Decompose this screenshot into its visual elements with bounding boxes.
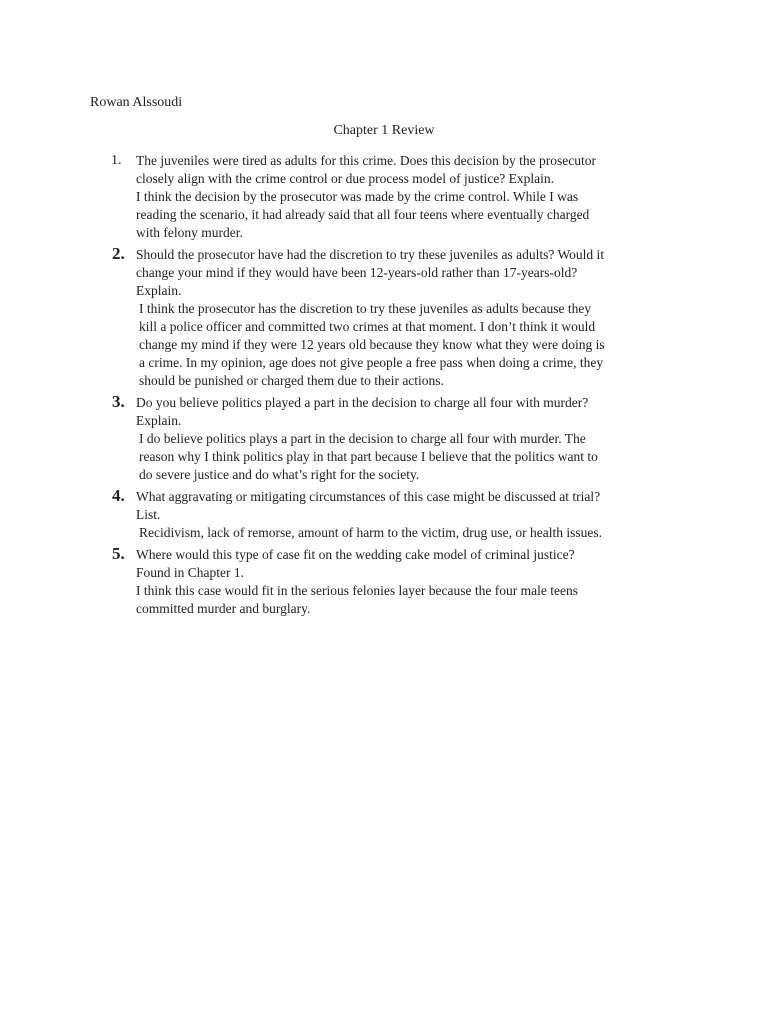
answer-text: I think this case would fit in the serious felonies layer because the four male teens committed murder and burglary. — [136, 583, 578, 616]
question-text: What aggravating or mitigating circumstances of this case might be discussed at trial? List. — [136, 489, 601, 522]
question-list — [111, 152, 681, 622]
question-text: Should the prosecutor have had the discretion to try these juveniles as adults? Would it change your mind if they would have been 12-years-old rather than 17-years-old? Explain. — [136, 247, 605, 298]
question-item-5 — [111, 546, 681, 618]
question-item-2 — [111, 246, 681, 390]
question-item-4 — [111, 488, 681, 542]
question-item-1 — [111, 152, 681, 242]
question-item-3 — [111, 394, 681, 484]
question-number: 5. — [112, 544, 125, 563]
question-number: 1. — [111, 153, 122, 168]
document-title: Chapter 1 Review — [333, 123, 435, 138]
question-text: Where would this type of case fit on the wedding cake model of criminal justice? Found in Chapter 1. — [136, 547, 575, 580]
answer-text: I do believe politics plays a part in the decision to charge all four with murder. The reason why I think politics play in that part because I believe that the politics want to do severe justice and do what’s right for the society. — [139, 431, 598, 482]
question-text: The juveniles were tired as adults for this crime. Does this decision by the prosecutor closely align with the crime control or due process model of justice? Explain. — [136, 153, 597, 186]
question-text: Do you believe politics played a part in the decision to charge all four with murder? Explain. — [136, 395, 589, 428]
answer-text: Recidivism, lack of remorse, amount of harm to the victim, drug use, or health issues. — [139, 525, 603, 540]
question-number: 2. — [112, 244, 125, 263]
author-name: Rowan Alssoudi — [90, 95, 183, 110]
answer-text: I think the prosecutor has the discretion to try these juveniles as adults because they kill a police officer and committed two crimes at that moment. I don’t think it would change my mind if they were 12 years old because they know what they were doing is a crime. In my opinion, age does not give people a free pass when doing a crime, they should be punished or charged them due to their actions. — [139, 301, 605, 388]
question-number: 3. — [112, 392, 125, 411]
question-number: 4. — [112, 486, 125, 505]
answer-text: I think the decision by the prosecutor was made by the crime control. While I was reading the scenario, it had already said that all four teens where eventually charged with felony murder. — [136, 189, 590, 240]
